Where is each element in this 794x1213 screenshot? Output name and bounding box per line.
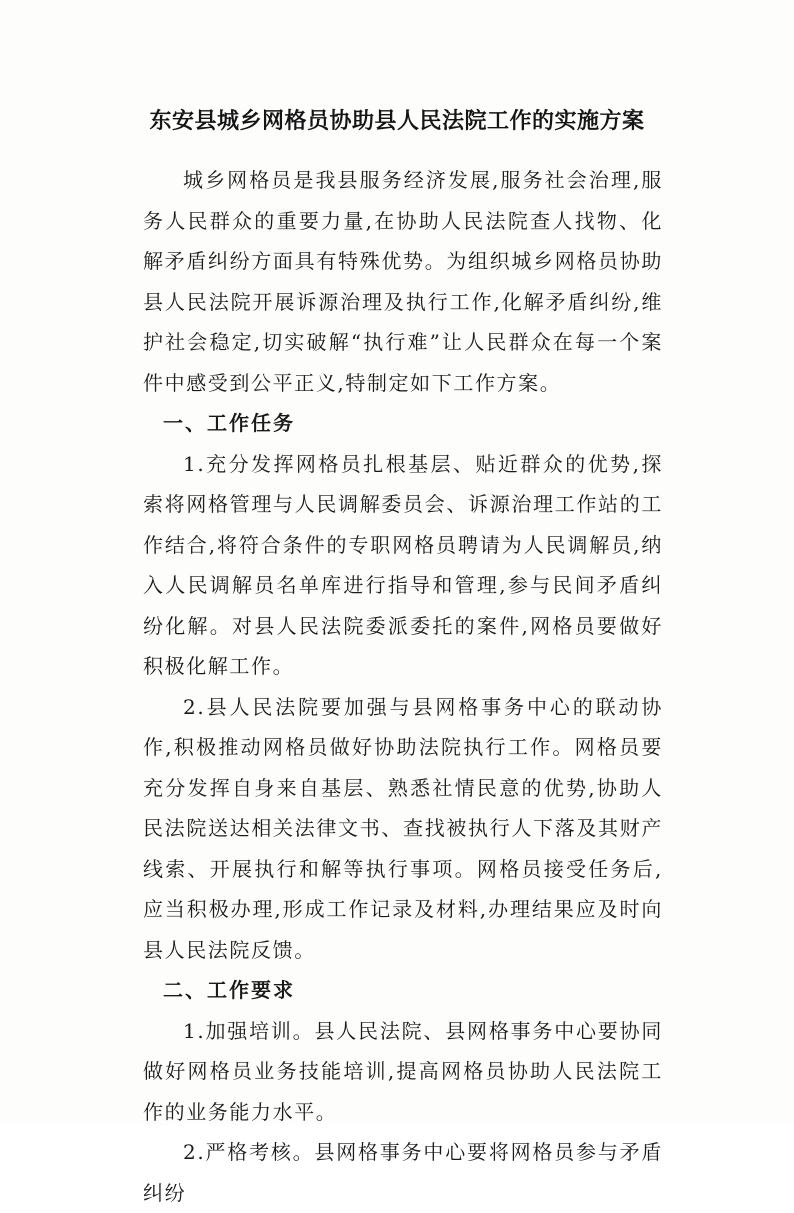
intro-paragraph: 城乡网格员是我县服务经济发展,服务社会治理,服务人民群众的重要力量,在协助人民法院查人找物、化解矛盾纠纷方面具有特殊优势。为组织城乡网格员协助县人民法院开展诉源治理及执行工作,化解矛盾纠纷,维护社会稳定,切实破解“执行难”让人民群众在每一个案件中感受到公平正义,特制定如下工作方案。 [143, 168, 663, 395]
document-title: 东安县城乡网格员协助县人民法院工作的实施方案 [149, 108, 645, 134]
task-item-1: 1.充分发挥网格员扎根基层、贴近群众的优势,探索将网格管理与人民调解委员会、诉源治理工作站的工作结合,将符合条件的专职网格员聘请为人民调解员,纳入人民调解员名单库进行指导和管理,参与民间矛盾纠纷化解。对县人民法院委派委托的案件,网格员要做好积极化解工作。 [143, 451, 663, 678]
requirement-item-1: 1.加强培训。县人民法院、县网格事务中心要协同做好网格员业务技能培训,提高网格员协助人民法院工作的业务能力水平。 [143, 1018, 663, 1124]
section-heading-tasks: 一、工作任务 [163, 411, 295, 435]
section-heading-requirements: 二、工作要求 [163, 978, 295, 1002]
document-body [143, 160, 663, 1213]
task-item-2: 2.县人民法院要加强与县网格事务中心的联动协作,积极推动网格员做好协助法院执行工作。网格员要充分发挥自身来自基层、熟悉社情民意的优势,协助人民法院送达相关法律文书、查找被执行人下落及其财产线索、开展执行和解等执行事项。网格员接受任务后,应当积极办理,形成工作记录及材料,办理结果应及时向县人民法院反馈。 [143, 694, 663, 962]
requirement-item-2: 2.严格考核。县网格事务中心要将网格员参与矛盾纠纷 [143, 1140, 663, 1205]
